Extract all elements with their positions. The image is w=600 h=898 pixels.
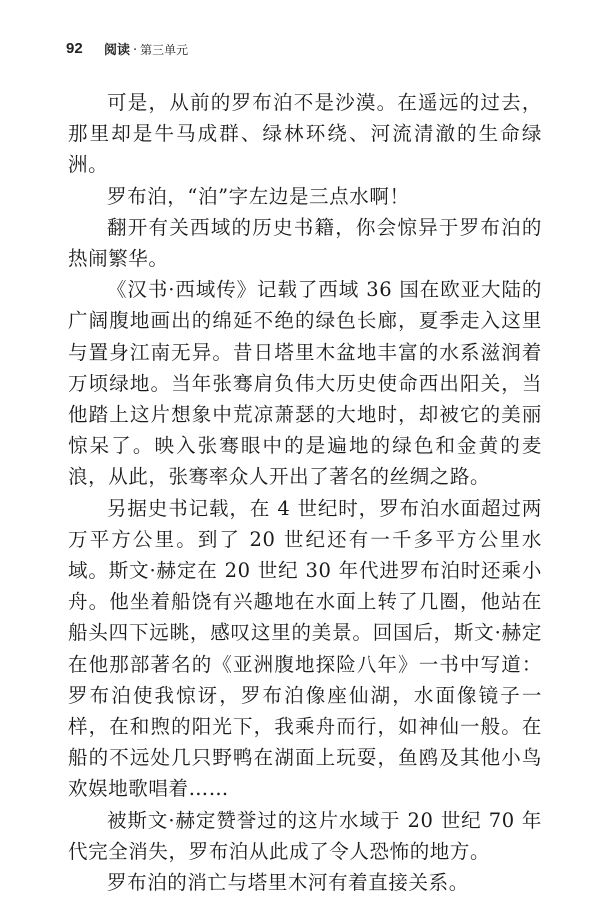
section-separator: ·	[133, 42, 138, 58]
page-header	[66, 37, 188, 59]
paragraph: 翻开有关西域的历史书籍，你会惊异于罗布泊的热闹繁华。	[68, 215, 542, 271]
article-body	[68, 87, 542, 898]
section-label: 阅读	[104, 42, 131, 58]
paragraph: 罗布泊的消亡与塔里木河有着直接关系。	[107, 871, 469, 895]
paragraph: 被斯文·赫定赞誉过的这片水域于 20 世纪 70 年代完全消失，罗布泊从此成了令人恐怖的地方。	[68, 808, 542, 863]
paragraph: 另据史书记载，在 4 世纪时，罗布泊水面超过两万平方公里。到了 20 世纪还有一千多平方公里水域。斯文·赫定在 20 世纪 30 年代进罗布泊时还乘小舟。他坐着船饶有兴趣地在水面上转了几圈，他站在船头四下远眺，感叹这里的美景。回国后，斯文·赫定在他那部著名的《亚洲腹地探险八年》一书中写道：罗布泊使我惊讶，罗布泊像座仙湖，水面像镜子一样，在和煦的阳光下，我乘舟而行，如神仙一般。在船的不远处几只野鸭在湖面上玩耍，鱼鸥及其他小鸟欢娱地歌唱着……	[68, 496, 542, 801]
paragraph: 可是，从前的罗布泊不是沙漠。在遥远的过去，那里却是牛马成群、绿林环绕、河流清澈的生命绿洲。	[68, 91, 542, 177]
page-number: 92	[66, 39, 83, 57]
paragraph: 《汉书·西域传》记载了西域 36 国在欧亚大陆的广阔腹地画出的绵延不绝的绿色长廊，夏季走入这里与置身江南无异。昔日塔里木盆地丰富的水系滋润着万顷绿地。当年张骞肩负伟大历史使命西出阳关，当他踏上这片想象中荒凉萧瑟的大地时，却被它的美丽惊呆了。映入张骞眼中的是遍地的绿色和金黄的麦浪，从此，张骞率众人开出了著名的丝绸之路。	[68, 278, 542, 489]
paragraph: 罗布泊，“泊”字左边是三点水啊！	[107, 184, 410, 208]
unit-label: 第三单元	[140, 42, 189, 57]
section-title	[104, 39, 188, 58]
